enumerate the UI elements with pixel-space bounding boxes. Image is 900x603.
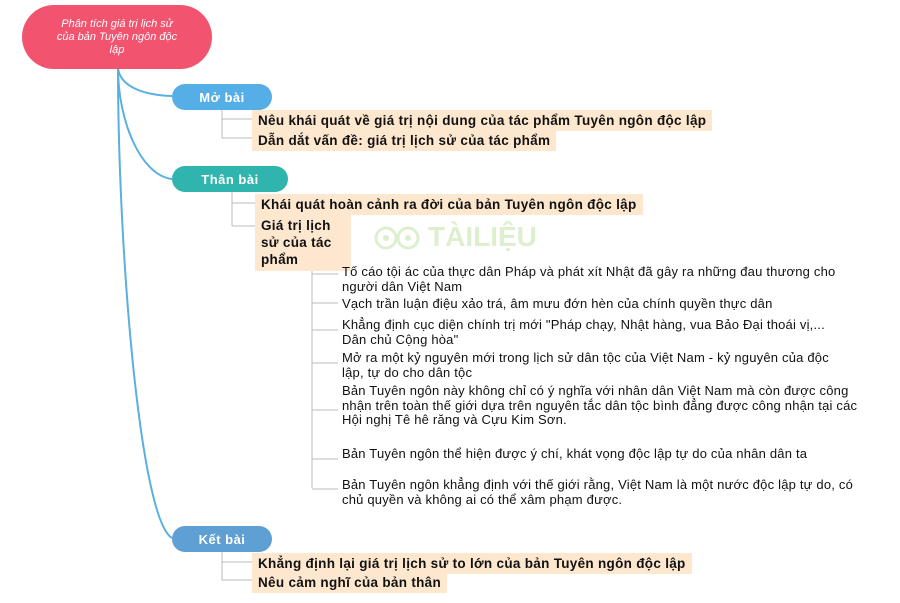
connector-root-thanbai — [118, 68, 172, 179]
section-ket-bai: Kết bài — [172, 526, 272, 552]
topic-gia-tri-lich-su: Giá trị lịch sử của tác phẩm — [255, 214, 351, 271]
topic-ket-bai-1: Khẳng định lại giá trị lịch sử to lớn của bản Tuyên ngôn độc lập — [252, 553, 692, 574]
connector-thanbai-topics — [232, 187, 255, 226]
leaf-3: Khẳng định cục diện chính trị mới "Pháp chạy, Nhật hàng, vua Bảo Đại thoái vị,... Dân chủ Cộng hòa" — [342, 317, 825, 347]
section-than-bai: Thân bài — [172, 166, 288, 192]
leaf-1: Tố cáo tội ác của thực dân Pháp và phát xít Nhật đã gây ra những đau thương cho người dân Việt Nam — [342, 264, 836, 294]
root-node: Phân tích giá trị lịch sử của bản Tuyên ngôn độc lập — [22, 5, 212, 69]
connector-root-mobai — [118, 68, 172, 96]
topic-mo-bai-1: Nêu khái quát về giá trị nội dung của tác phẩm Tuyên ngôn độc lập — [252, 110, 712, 131]
watermark-logo — [368, 213, 548, 263]
leaf-6: Bản Tuyên ngôn thể hiện được ý chí, khát vọng độc lập tự do của nhân dân ta — [342, 446, 808, 461]
section-mo-bai: Mở bài — [172, 84, 272, 110]
topic-than-bai-1: Khái quát hoàn cảnh ra đời của bản Tuyên ngôn độc lập — [255, 194, 643, 215]
connector-root-ketbai — [118, 68, 172, 538]
watermark-text: TÀILIỆU — [428, 221, 537, 252]
leaf-4: Mở ra một kỷ nguyên mới trong lịch sử dân tộc của Việt Nam - kỷ nguyên của độc lập, tự do cho dân tộc — [342, 350, 829, 380]
leaf-7: Bản Tuyên ngôn khẳng định với thế giới rằng, Việt Nam là một nước độc lập tự do, có chủ quyền và không ai có thể xâm phạm được. — [342, 477, 854, 507]
connector-giatri-children — [312, 258, 338, 489]
topic-ket-bai-2: Nêu cảm nghĩ của bản thân — [252, 572, 447, 593]
connector-ketbai-topics — [222, 548, 252, 580]
leaf-5: Bản Tuyên ngôn này không chỉ có ý nghĩa với nhân dân Việt Nam mà còn được công nhận trên toàn thế giới dựa trên nguyên tắc dân tộc bình đẳng được công nhận tại các Hội nghị Tê hê răng và Cựu Kim Sơn. — [342, 383, 858, 427]
leaf-2: Vạch trần luận điệu xảo trá, âm mưu đớn hèn của chính quyền thực dân — [342, 296, 773, 311]
topic-mo-bai-2: Dẫn dắt vấn đề: giá trị lịch sử của tác phẩm — [252, 130, 556, 151]
